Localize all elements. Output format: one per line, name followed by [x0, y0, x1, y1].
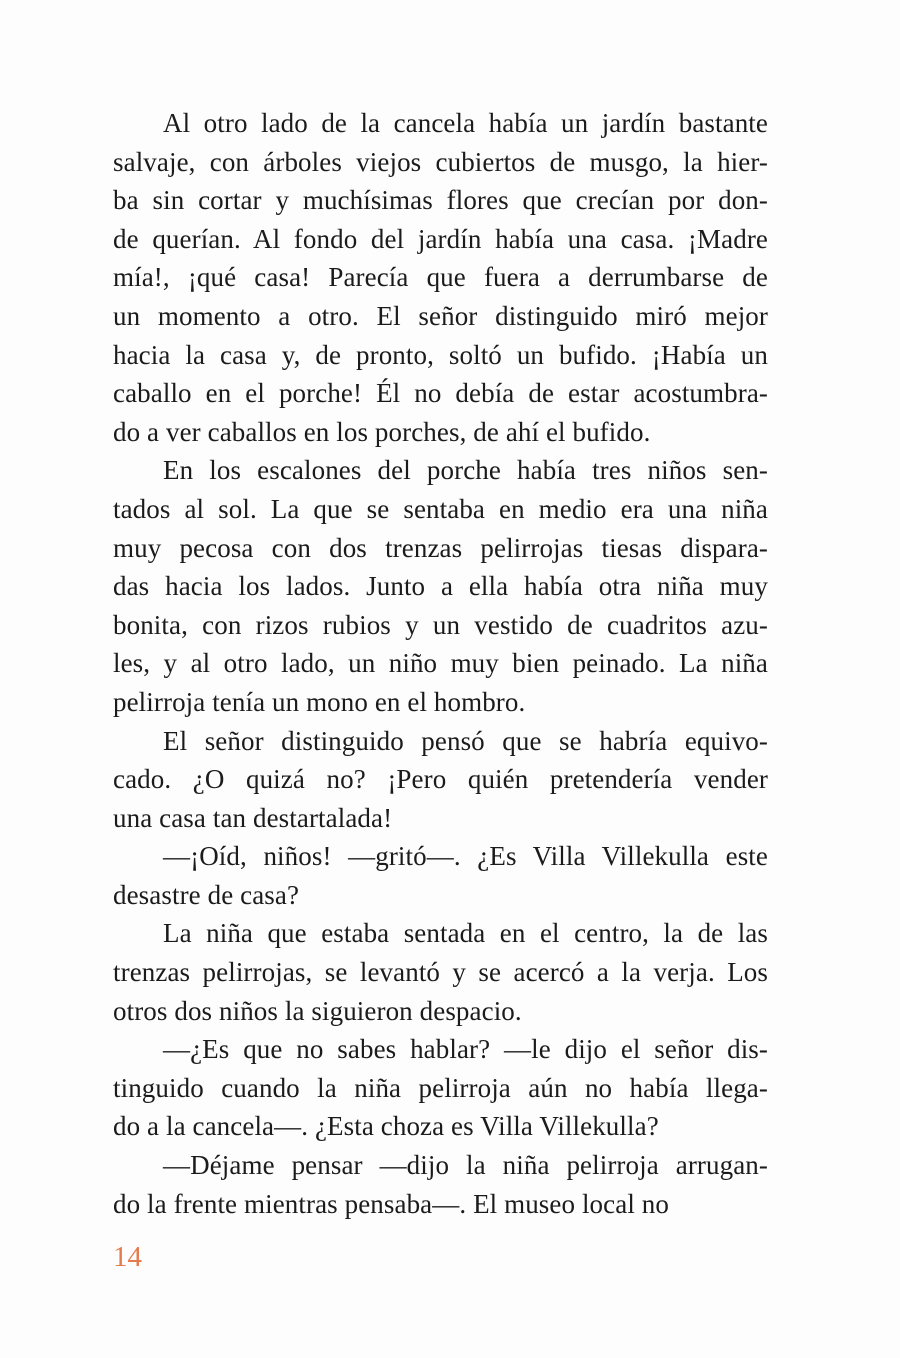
- text-line: El señor distinguido pensó que se habría equivo-: [163, 725, 768, 756]
- paragraph: [113, 1146, 768, 1223]
- text-block: [113, 104, 768, 1223]
- page-number: 14: [113, 1241, 142, 1273]
- text-line: otros dos niños la siguieron despacio.: [113, 995, 522, 1026]
- text-line: desastre de casa?: [113, 879, 300, 910]
- text-line: —¡Oíd, niños! —gritó—. ¿Es Villa Villekulla este: [163, 841, 768, 872]
- text-line: cado. ¿O quizá no? ¡Pero quién pretendería vender: [113, 764, 768, 795]
- text-line: Al otro lado de la cancela había un jardín bastante: [163, 108, 768, 138]
- text-line: salvaje, con árboles viejos cubiertos de musgo, la hier-: [113, 146, 768, 177]
- text-line: tados al sol. La que se sentaba en medio era una niña: [113, 493, 768, 524]
- text-line: —¿Es que no sabes hablar? —le dijo el señor dis-: [163, 1034, 768, 1065]
- text-line: ba sin cortar y muchísimas flores que crecían por don-: [113, 185, 768, 216]
- paragraph: [113, 104, 768, 451]
- text-line: das hacia los lados. Junto a ella había otra niña muy: [113, 571, 768, 602]
- text-line: caballo en el porche! Él no debía de estar acostumbra-: [113, 378, 768, 409]
- text-line: En los escalones del porche había tres niños sen-: [163, 455, 768, 486]
- text-line: de querían. Al fondo del jardín había una casa. ¡Madre: [113, 223, 768, 254]
- paragraph: [113, 837, 768, 914]
- text-line: —Déjame pensar —dijo la niña pelirroja arrugan-: [163, 1150, 768, 1181]
- text-line: do a la cancela—. ¿Esta choza es Villa Villekulla?: [113, 1111, 659, 1142]
- text-line: bonita, con rizos rubios y un vestido de cuadritos azu-: [113, 609, 768, 640]
- paragraph: [113, 722, 768, 838]
- text-line: trenzas pelirrojas, se levantó y se acercó a la verja. Los: [113, 957, 768, 988]
- text-line: muy pecosa con dos trenzas pelirrojas tiesas dispara-: [113, 532, 768, 563]
- text-line: La niña que estaba sentada en el centro, la de las: [163, 918, 768, 949]
- paragraph: [113, 451, 768, 721]
- text-line: un momento a otro. El señor distinguido miró mejor: [113, 300, 768, 331]
- paragraph: [113, 914, 768, 1030]
- text-line: una casa tan destartalada!: [113, 802, 393, 833]
- text-line: do la frente mientras pensaba—. El museo local no: [113, 1188, 669, 1219]
- text-line: pelirroja tenía un mono en el hombro.: [113, 686, 526, 717]
- text-line: do a ver caballos en los porches, de ahí el bufido.: [113, 416, 651, 447]
- text-line: les, y al otro lado, un niño muy bien peinado. La niña: [113, 648, 768, 679]
- text-line: tinguido cuando la niña pelirroja aún no había llega-: [113, 1072, 768, 1103]
- paragraph: [113, 1030, 768, 1146]
- text-line: mía!, ¡qué casa! Parecía que fuera a derrumbarse de: [113, 262, 768, 293]
- text-line: hacia la casa y, de pronto, soltó un bufido. ¡Había un: [113, 339, 768, 370]
